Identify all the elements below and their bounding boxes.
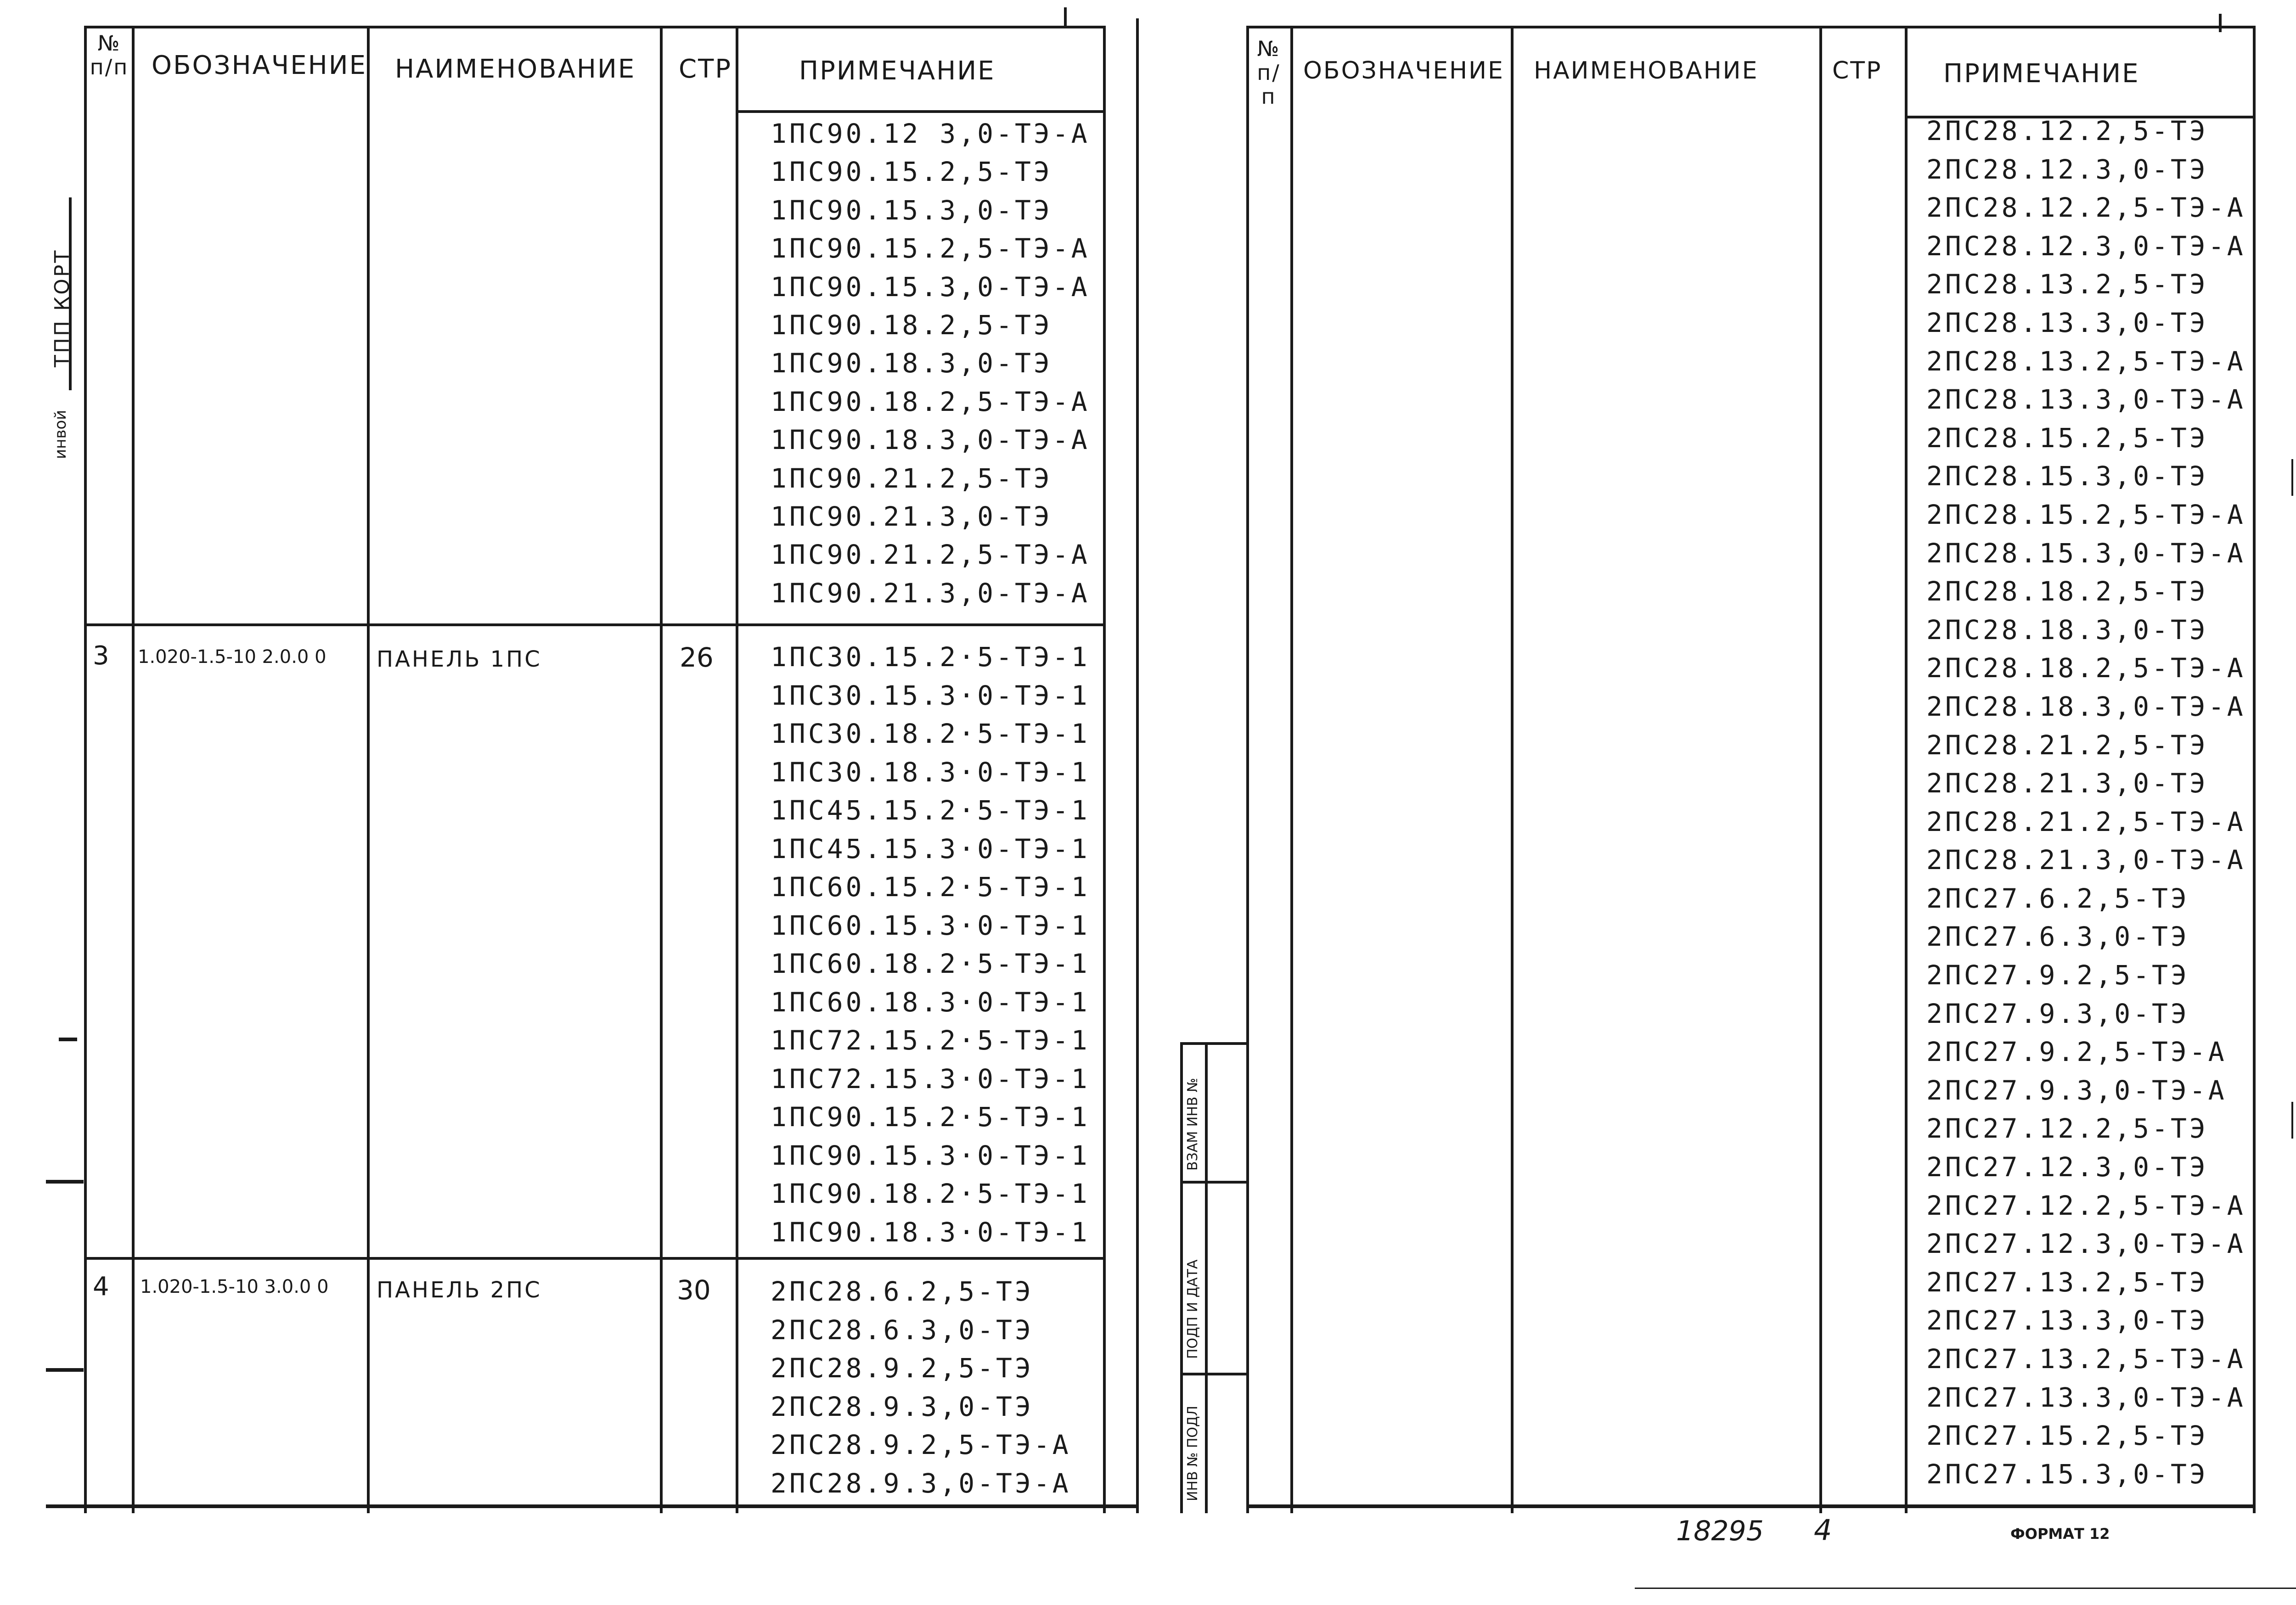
doc-number: 18295: [1676, 1515, 1764, 1547]
note-item: 2ПС28.9.3,0-ТЭ-А: [771, 1467, 1071, 1499]
note-item: 2ПС28.12.3,0-ТЭ: [1926, 153, 2208, 185]
right-edge-mark: [2291, 1102, 2293, 1139]
header-designation: ОБОЗНАЧЕНИЕ: [1303, 57, 1504, 84]
margin-tick: [46, 1180, 84, 1184]
header-name: НАИМЕНОВАНИЕ: [1534, 57, 1759, 84]
left-table-line: [84, 1257, 1106, 1260]
note-item: 2ПС28.9.3,0-ТЭ: [771, 1391, 1034, 1422]
stamp-inv-podl: ИНВ № ПОДЛ: [1185, 1405, 1201, 1501]
margin-tick: [59, 1038, 77, 1041]
left-table-line: [660, 26, 663, 1513]
left-table-line: [132, 26, 135, 1513]
notes-list-right: [1926, 112, 2246, 1493]
note-item: 2ПС28.18.3,0-ТЭ-А: [1926, 690, 2246, 722]
row-num: 4: [93, 1272, 109, 1302]
note-item: 1ПС90.21.2,5-ТЭ-А: [771, 539, 1090, 571]
note-item: 2ПС28.13.3,0-ТЭ-А: [1926, 384, 2246, 415]
note-item: 2ПС27.13.3,0-ТЭ: [1926, 1305, 2208, 1336]
note-item: 2ПС28.21.3,0-ТЭ: [1926, 768, 2208, 799]
row-num: 3: [93, 641, 109, 671]
note-item: 1ПС30.15.2·5-ТЭ-1: [771, 641, 1090, 673]
left-table-line: [1136, 18, 1139, 1513]
note-item: 2ПС28.15.2,5-ТЭ-А: [1926, 499, 2246, 530]
note-item: 1ПС90.12 3,0-ТЭ-А: [771, 118, 1090, 149]
note-item: 2ПС27.15.2,5-ТЭ: [1926, 1420, 2208, 1452]
row-name: ПАНЕЛЬ 2ПС: [377, 1277, 542, 1303]
note-item: 1ПС90.21.3,0-ТЭ: [771, 500, 1052, 532]
margin-text-bottom: инвой: [51, 410, 70, 459]
stamp-line: [1180, 1042, 1183, 1513]
header-page: СТР: [1832, 57, 1882, 84]
right-table-line: [1246, 26, 2256, 28]
margin-tick: [46, 1368, 84, 1372]
note-item: 2ПС27.12.3,0-ТЭ: [1926, 1151, 2208, 1183]
note-item: 1ПС30.18.2·5-ТЭ-1: [771, 718, 1090, 749]
right-table-line: [2253, 26, 2256, 1513]
notes-list-row4: [771, 1273, 1071, 1503]
note-item: 2ПС28.15.3,0-ТЭ-А: [1926, 537, 2246, 569]
note-item: 2ПС27.9.2,5-ТЭ-А: [1926, 1036, 2227, 1068]
row-designation: 1.020-1.5-10 2.0.0 0: [138, 646, 326, 668]
note-item: 1ПС45.15.3·0-ТЭ-1: [771, 833, 1090, 864]
note-item: 2ПС28.9.2,5-ТЭ: [771, 1352, 1034, 1384]
left-table-line: [84, 26, 87, 1513]
top-tick: [2219, 14, 2222, 32]
stamp-line: [1180, 1181, 1247, 1184]
note-item: 1ПС30.18.3·0-ТЭ-1: [771, 756, 1090, 788]
note-item: 2ПС28.9.2,5-ТЭ-А: [771, 1429, 1071, 1460]
right-edge-mark: [2291, 459, 2293, 496]
note-item: 2ПС28.6.3,0-ТЭ: [771, 1314, 1034, 1346]
note-item: 1ПС90.15.2,5-ТЭ: [771, 156, 1052, 188]
note-item: 2ПС27.9.3,0-ТЭ-А: [1926, 1074, 2227, 1106]
note-item: 2ПС27.13.3,0-ТЭ-А: [1926, 1381, 2246, 1413]
note-item: 1ПС90.21.2,5-ТЭ: [771, 462, 1052, 494]
header-num: № п/п: [1257, 36, 1281, 109]
note-item: 1ПС90.18.2,5-ТЭ-А: [771, 386, 1090, 417]
right-table-line: [1246, 1504, 2256, 1508]
note-item: 2ПС28.12.2,5-ТЭ-А: [1926, 192, 2246, 224]
note-item: 2ПС28.12.2,5-ТЭ: [1926, 115, 2208, 146]
note-item: 2ПС28.13.3,0-ТЭ: [1926, 307, 2208, 338]
note-item: 2ПС28.18.2,5-ТЭ-А: [1926, 652, 2246, 684]
header-note: ПРИМЕЧАНИЕ: [1943, 59, 2140, 89]
header-page: СТР: [679, 54, 732, 84]
stamp-vzam-inv: ВЗАМ ИНВ №: [1185, 1077, 1201, 1171]
margin-text-top: ТПП КОРТ: [51, 248, 74, 367]
header-name: НАИМЕНОВАНИЕ: [395, 54, 636, 84]
note-item: 1ПС90.15.3,0-ТЭ-А: [771, 271, 1090, 303]
stamp-line: [1180, 1042, 1247, 1045]
note-item: 2ПС28.21.2,5-ТЭ: [1926, 729, 2208, 761]
note-item: 2ПС27.12.2,5-ТЭ-А: [1926, 1190, 2246, 1221]
note-item: 2ПС27.6.2,5-ТЭ: [1926, 882, 2189, 914]
note-item: 2ПС27.12.2,5-ТЭ: [1926, 1113, 2208, 1145]
row-page: 30: [677, 1274, 711, 1306]
format-label: ФОРМАТ 12: [2010, 1525, 2110, 1543]
note-item: 2ПС28.13.2,5-ТЭ: [1926, 269, 2208, 300]
header-designation: ОБОЗНАЧЕНИЕ: [152, 51, 367, 80]
left-table-line: [736, 110, 1106, 113]
right-table-line: [1290, 26, 1293, 1513]
left-table-line: [46, 1504, 1138, 1508]
note-item: 1ПС90.18.3,0-ТЭ-А: [771, 424, 1090, 456]
row-designation: 1.020-1.5-10 3.0.0 0: [140, 1276, 329, 1297]
left-table-line: [1103, 26, 1106, 1513]
note-item: 2ПС28.18.2,5-ТЭ: [1926, 576, 2208, 607]
note-item: 2ПС28.21.2,5-ТЭ-А: [1926, 806, 2246, 837]
notes-list-row3: [771, 638, 1090, 1251]
note-item: 1ПС90.18.3,0-ТЭ: [771, 348, 1052, 379]
left-table-line: [84, 26, 1106, 28]
note-item: 1ПС60.18.3·0-ТЭ-1: [771, 986, 1090, 1018]
stamp-podp-data: ПОДП И ДАТА: [1185, 1259, 1201, 1359]
note-item: 2ПС27.15.3,0-ТЭ: [1926, 1458, 2208, 1490]
left-table-line: [736, 26, 738, 1513]
row-page: 26: [680, 642, 714, 673]
note-item: 1ПС90.15.2·5-ТЭ-1: [771, 1101, 1090, 1133]
note-item: 2ПС28.6.2,5-ТЭ: [771, 1276, 1034, 1307]
stamp-line: [1180, 1373, 1247, 1375]
note-item: 2ПС28.13.2,5-ТЭ-А: [1926, 345, 2246, 377]
note-item: 2ПС28.15.3,0-ТЭ: [1926, 460, 2208, 492]
note-item: 1ПС90.18.3·0-ТЭ-1: [771, 1216, 1090, 1248]
note-item: 1ПС90.15.3,0-ТЭ: [771, 194, 1052, 226]
note-item: 1ПС90.18.2,5-ТЭ: [771, 309, 1052, 341]
note-item: 1ПС45.15.2·5-ТЭ-1: [771, 795, 1090, 826]
note-item: 1ПС30.15.3·0-ТЭ-1: [771, 679, 1090, 711]
row-name: ПАНЕЛЬ 1ПС: [377, 646, 542, 672]
note-item: 1ПС90.15.2,5-ТЭ-А: [771, 233, 1090, 264]
note-item: 1ПС90.15.3·0-ТЭ-1: [771, 1139, 1090, 1171]
right-table-line: [1905, 26, 1908, 1513]
note-item: 1ПС90.18.2·5-ТЭ-1: [771, 1178, 1090, 1209]
top-tick: [1064, 7, 1067, 26]
note-item: 1ПС72.15.2·5-ТЭ-1: [771, 1025, 1090, 1056]
header-note: ПРИМЕЧАНИЕ: [799, 56, 996, 86]
note-item: 1ПС72.15.3·0-ТЭ-1: [771, 1063, 1090, 1094]
note-item: 2ПС28.12.3,0-ТЭ-А: [1926, 230, 2246, 262]
right-table-line: [1819, 26, 1822, 1513]
notes-list-top: [771, 115, 1090, 612]
note-item: 1ПС60.18.2·5-ТЭ-1: [771, 948, 1090, 979]
note-item: 2ПС27.6.3,0-ТЭ: [1926, 921, 2189, 953]
stamp-line: [1205, 1042, 1208, 1513]
note-item: 1ПС60.15.3·0-ТЭ-1: [771, 909, 1090, 941]
note-item: 2ПС27.13.2,5-ТЭ: [1926, 1266, 2208, 1298]
footer-line: [1635, 1588, 2296, 1589]
note-item: 1ПС90.21.3,0-ТЭ-А: [771, 577, 1090, 609]
note-item: 2ПС27.12.3,0-ТЭ-А: [1926, 1228, 2246, 1260]
note-item: 2ПС28.21.3,0-ТЭ-А: [1926, 844, 2246, 876]
left-table-line: [84, 623, 1106, 626]
left-table-line: [367, 26, 370, 1513]
note-item: 2ПС27.9.2,5-ТЭ: [1926, 960, 2189, 991]
header-num: № п/п: [90, 31, 129, 79]
note-item: 1ПС60.15.2·5-ТЭ-1: [771, 871, 1090, 903]
right-table-line: [1511, 26, 1514, 1513]
note-item: 2ПС27.13.2,5-ТЭ-А: [1926, 1343, 2246, 1375]
note-item: 2ПС27.9.3,0-ТЭ: [1926, 998, 2189, 1029]
note-item: 2ПС28.15.2,5-ТЭ: [1926, 422, 2208, 454]
right-table-line: [1246, 26, 1249, 1513]
note-item: 2ПС28.18.3,0-ТЭ: [1926, 614, 2208, 645]
sheet-number: 4: [1814, 1513, 1832, 1547]
